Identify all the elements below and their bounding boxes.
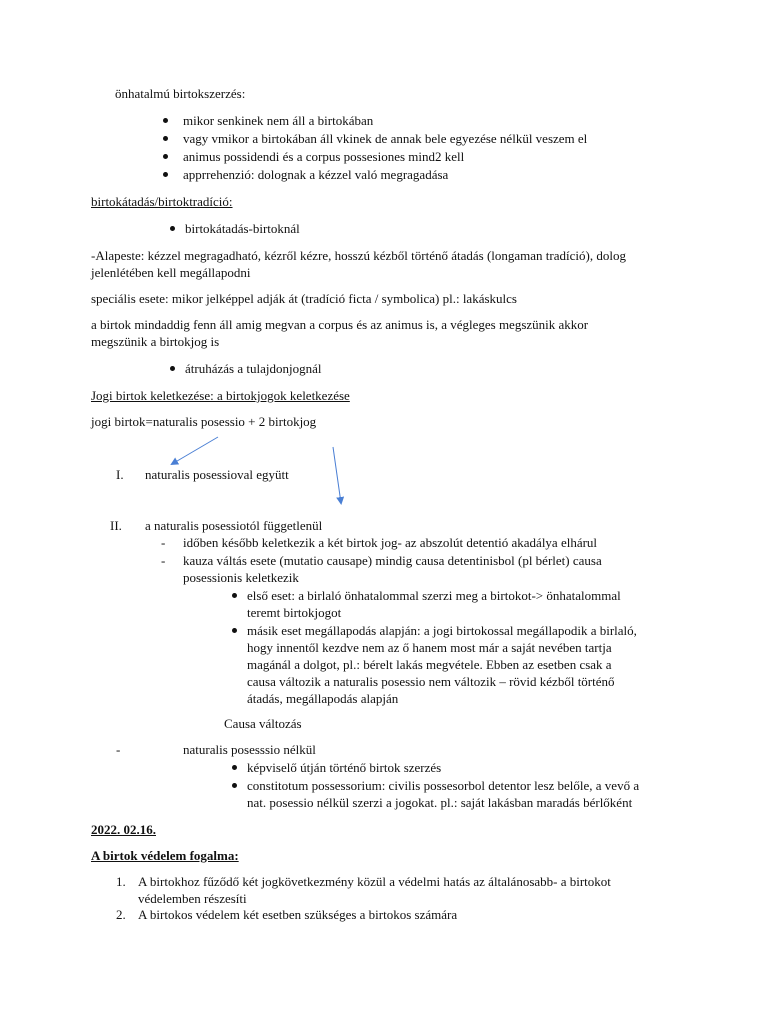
list-item: teremt birtokjogot	[247, 605, 342, 620]
list-item: hogy innentől kezdve nem az ő hanem most már a saját nevében tartja	[247, 640, 612, 655]
list-item: első eset: a birlaló önhatalommal szerzi meg a birtokot-> önhatalommal	[247, 588, 621, 603]
paragraph-line: megszünik a birtokjog is	[91, 334, 220, 349]
bullet-icon	[170, 226, 175, 231]
dash-marker: -	[161, 553, 166, 568]
list-number: 2.	[116, 907, 126, 922]
list-item: nat. posessio nélkül szerzi a jogokat. pl.: saját lakásban maradás bérlőként	[247, 795, 633, 810]
dash-marker: -	[116, 742, 121, 757]
list-item: A birtokhoz fűződő két jogkövetkezmény közül a védelmi hatás az általánosabb- a birtokot	[138, 874, 611, 889]
list-item: átadás, megállapodás alapján	[247, 691, 399, 706]
list-item: animus possidendi és a corpus possesiones mind2 kell	[183, 149, 465, 164]
bullet-icon	[232, 628, 237, 633]
bullet-icon	[163, 118, 168, 123]
paragraph-line: speciális esete: mikor jelképpel adják át (tradíció ficta / symbolica) pl.: lakáskulcs	[91, 291, 517, 306]
list-item: magánál a dolgot, pl.: bérelt lakás megvétele. Ebben az esetben csak a	[247, 657, 612, 672]
roman-item: naturalis posessioval együtt	[145, 467, 289, 482]
arrow-left	[172, 437, 218, 464]
list-item: constitotum possessorium: civilis possesorbol detentor lesz belőle, a vevő a	[247, 778, 640, 793]
arrow-right	[333, 447, 341, 503]
list-item: időben később keletkezik a két birtok jog- az abszolút detentió akadálya elhárul	[183, 535, 598, 550]
list-item: másik eset megállapodás alapján: a jogi birtokossal megállapodik a birlaló,	[247, 623, 637, 638]
list-item: apprrehenzió: dolognak a kézzel való megragadása	[183, 167, 449, 182]
list-item: kauza váltás esete (mutatio causape) mindig causa detentinisbol (pl bérlet) causa	[183, 553, 602, 568]
list-item: védelemben részesíti	[138, 891, 247, 906]
roman-item: a naturalis posessiotól függetlenül	[145, 518, 323, 533]
bullet-icon	[232, 765, 237, 770]
bullet-icon	[232, 593, 237, 598]
bullet-icon	[163, 136, 168, 141]
list-item: átruházás a tulajdonjognál	[185, 361, 322, 376]
list-item: képviselő útján történő birtok szerzés	[247, 760, 442, 775]
list-item: A birtokos védelem két esetben szükséges a birtokos számára	[138, 907, 458, 922]
dash-marker: -	[161, 535, 166, 550]
section-heading: Jogi birtok keletkezése: a birtokjogok keletkezése	[91, 388, 350, 403]
list-item: mikor senkinek nem áll a birtokában	[183, 113, 374, 128]
bullet-icon	[170, 366, 175, 371]
list-item: posessionis keletkezik	[183, 570, 299, 585]
paragraph-line: jelenlétében kell megállapodni	[91, 265, 251, 280]
bullet-icon	[163, 172, 168, 177]
list-number: 1.	[116, 874, 126, 889]
bullet-icon	[163, 154, 168, 159]
intro-text: önhatalmú birtokszerzés:	[115, 86, 246, 101]
causa-label: Causa változás	[224, 716, 302, 731]
roman-number: II.	[110, 518, 122, 533]
date-heading: 2022. 02.16.	[91, 822, 156, 837]
list-item: vagy vmikor a birtokában áll vkinek de annak bele egyezése nélkül veszem el	[183, 131, 588, 146]
list-item: causa változik a naturalis posessio nem változik – rövid kézből történő	[247, 674, 615, 689]
roman-number: I.	[116, 467, 124, 482]
paragraph-line: a birtok mindaddig fenn áll amig megvan a corpus és az animus is, a végleges megszünik akkor	[91, 317, 589, 332]
formula-text: jogi birtok=naturalis posessio + 2 birtokjog	[91, 414, 317, 429]
section-heading: A birtok védelem fogalma:	[91, 848, 239, 863]
bullet-icon	[232, 783, 237, 788]
section-heading: birtokátadás/birtoktradíció:	[91, 194, 233, 209]
list-item: birtokátadás-birtoknál	[185, 221, 300, 236]
list-item: naturalis posesssio nélkül	[183, 742, 316, 757]
paragraph-line: -Alapeste: kézzel megragadható, kézről kézre, hosszú kézből történő átadás (longaman tradíció), dolog	[91, 248, 626, 263]
